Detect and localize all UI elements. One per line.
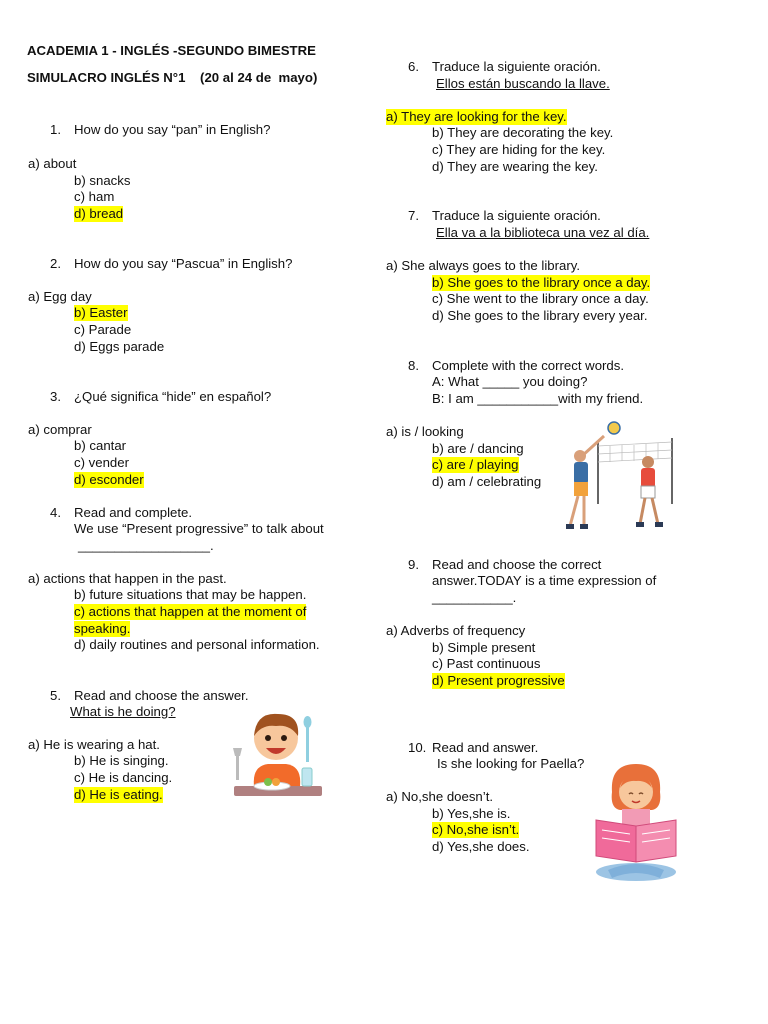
q6-option-d[interactable]: d) They are wearing the key.	[432, 159, 598, 174]
q1-option-d-correct[interactable]: d) bread	[74, 206, 124, 221]
q7-option-b-correct[interactable]: b) She goes to the library once a day.	[432, 275, 651, 290]
q2-option-d[interactable]: d) Eggs parade	[74, 339, 165, 354]
q4-option-b[interactable]: b) future situations that may be happen.	[74, 587, 307, 602]
boy-eating-illustration	[228, 708, 326, 800]
q3-prompt: ¿Qué significa “hide” en español?	[74, 389, 272, 404]
q4-option-c-correct-cont[interactable]: speaking.	[74, 621, 131, 636]
q10-option-c-correct[interactable]: c) No,she isn’t.	[432, 822, 520, 837]
q6-prompt-line1: Traduce la siguiente oración.	[432, 59, 601, 74]
q5-prompt-line1: Read and choose the answer.	[74, 688, 249, 703]
q9-option-d-correct[interactable]: d) Present progressive	[432, 673, 565, 688]
q2-option-c[interactable]: c) Parade	[74, 322, 132, 337]
q8-option-b[interactable]: b) are / dancing	[432, 441, 524, 456]
q4-prompt-line1: Read and complete.	[74, 505, 193, 520]
q3-option-c[interactable]: c) vender	[74, 455, 129, 470]
q4-prompt-blank: __________________.	[78, 538, 214, 553]
q10-option-d[interactable]: d) Yes,she does.	[432, 839, 530, 854]
q1-number: 1.	[50, 122, 61, 137]
q7-option-d[interactable]: d) She goes to the library every year.	[432, 308, 648, 323]
q10-option-a[interactable]: a) No,she doesn’t.	[386, 789, 494, 804]
q7-option-c[interactable]: c) She went to the library once a day.	[432, 291, 649, 306]
q8-option-a[interactable]: a) is / looking	[386, 424, 464, 439]
q9-prompt-line1: Read and choose the correct	[432, 557, 602, 572]
exam-title: ACADEMIA 1 - INGLÉS -SEGUNDO BIMESTRE	[27, 43, 316, 58]
q6-option-b[interactable]: b) They are decorating the key.	[432, 125, 614, 140]
q9-prompt-line2: answer.TODAY is a time expression of	[432, 573, 657, 588]
q9-option-a[interactable]: a) Adverbs of frequency	[386, 623, 526, 638]
q10-option-b[interactable]: b) Yes,she is.	[432, 806, 511, 821]
q5-option-a[interactable]: a) He is wearing a hat.	[28, 737, 160, 752]
q2-number: 2.	[50, 256, 61, 271]
q8-prompt-line1: Complete with the correct words.	[432, 358, 625, 373]
q3-number: 3.	[50, 389, 61, 404]
q7-number: 7.	[408, 208, 419, 223]
q9-option-b[interactable]: b) Simple present	[432, 640, 536, 655]
volleyball-players-illustration	[560, 416, 678, 538]
q1-option-a[interactable]: a) about	[28, 156, 77, 171]
q8-option-d[interactable]: d) am / celebrating	[432, 474, 542, 489]
q6-option-c[interactable]: c) They are hiding for the key.	[432, 142, 606, 157]
q4-option-a[interactable]: a) actions that happen in the past.	[28, 571, 227, 586]
q5-option-b[interactable]: b) He is singing.	[74, 753, 169, 768]
q6-option-a-correct[interactable]: a) They are looking for the key.	[386, 109, 567, 124]
q10-prompt-line2: Is she looking for Paella?	[437, 756, 585, 771]
q4-option-d[interactable]: d) daily routines and personal information.	[74, 637, 320, 652]
q4-option-c-correct[interactable]: c) actions that happen at the moment of	[74, 604, 307, 619]
q7-option-a[interactable]: a) She always goes to the library.	[386, 258, 580, 273]
q4-prompt-line2: We use “Present progressive” to talk about	[74, 521, 324, 536]
q2-option-b-correct[interactable]: b) Easter	[74, 305, 128, 320]
q8-option-c-correct[interactable]: c) are / playing	[432, 457, 519, 472]
q8-number: 8.	[408, 358, 419, 373]
q5-prompt-line2: What is he doing?	[70, 704, 176, 719]
q10-number: 10.	[408, 740, 427, 755]
q10-prompt-line1: Read and answer.	[432, 740, 539, 755]
q2-prompt: How do you say “Pascua” in English?	[74, 256, 293, 271]
q9-option-c[interactable]: c) Past continuous	[432, 656, 541, 671]
q3-option-d-correct[interactable]: d) esconder	[74, 472, 144, 487]
q8-prompt-line2: A: What _____ you doing?	[432, 374, 588, 389]
q1-option-c[interactable]: c) ham	[74, 189, 115, 204]
girl-reading-illustration	[590, 762, 682, 882]
q7-prompt-line1: Traduce la siguiente oración.	[432, 208, 601, 223]
q5-number: 5.	[50, 688, 61, 703]
q7-prompt-line2: Ella va a la biblioteca una vez al día.	[436, 225, 650, 240]
q5-option-d-correct[interactable]: d) He is eating.	[74, 787, 163, 802]
q9-prompt-blank: ___________.	[432, 590, 517, 605]
q2-option-a[interactable]: a) Egg day	[28, 289, 92, 304]
q6-prompt-line2: Ellos están buscando la llave.	[436, 76, 610, 91]
q1-option-b[interactable]: b) snacks	[74, 173, 131, 188]
q5-option-c[interactable]: c) He is dancing.	[74, 770, 173, 785]
q6-number: 6.	[408, 59, 419, 74]
q3-option-a[interactable]: a) comprar	[28, 422, 92, 437]
q3-option-b[interactable]: b) cantar	[74, 438, 127, 453]
q1-prompt: How do you say “pan” in English?	[74, 122, 271, 137]
q4-number: 4.	[50, 505, 61, 520]
q8-prompt-line3: B: I am ___________with my friend.	[432, 391, 644, 406]
q9-number: 9.	[408, 557, 419, 572]
exam-subtitle: SIMULACRO INGLÉS N°1 (20 al 24 de mayo)	[27, 70, 318, 85]
